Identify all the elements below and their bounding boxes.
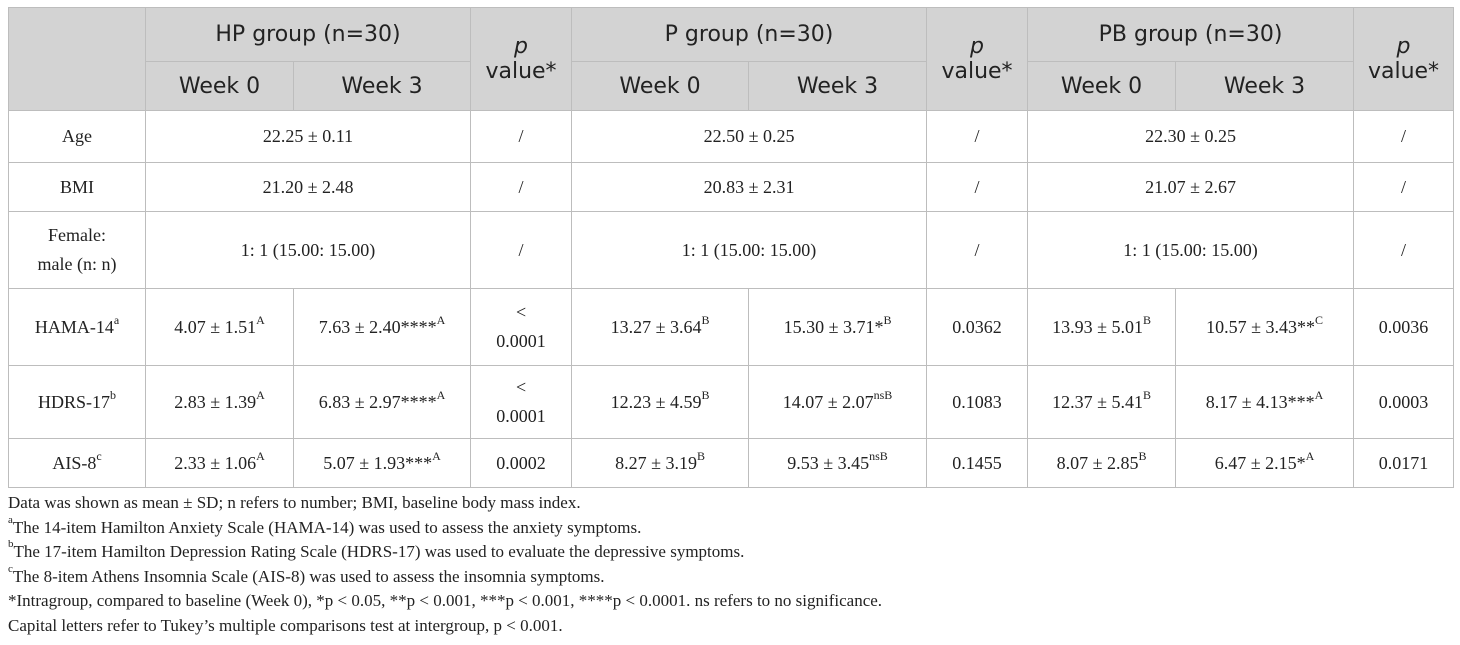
footnote-marker: b bbox=[8, 538, 14, 551]
p-pvalue: 0.0362 bbox=[927, 289, 1028, 366]
footnote-marker: c bbox=[8, 562, 13, 575]
row-label-sup: a bbox=[113, 312, 120, 327]
pvalue-label: value* bbox=[941, 59, 1013, 84]
footnote-data: Data was shown as mean ± SD; n refers to number; BMI, baseline body mass index. bbox=[8, 493, 581, 512]
row-label bbox=[9, 289, 146, 366]
header-pvalue-pb bbox=[1354, 8, 1454, 111]
row-label-text: HAMA-14 bbox=[34, 316, 114, 337]
cell-value: 10.57 ± 3.43** bbox=[1206, 316, 1315, 337]
hp-week0-value bbox=[146, 439, 294, 488]
p-pvalue: / bbox=[927, 212, 1028, 289]
cell-sup: C bbox=[1314, 312, 1323, 327]
hp-week3-value bbox=[294, 366, 471, 439]
cell-value: 12.37 ± 5.41 bbox=[1052, 391, 1143, 412]
row-label bbox=[9, 366, 146, 439]
header-p-group: P group (n=30) bbox=[572, 8, 927, 62]
header-hp-week0: Week 0 bbox=[146, 62, 294, 111]
pb-pvalue: 0.0003 bbox=[1354, 366, 1454, 439]
table-row-age bbox=[9, 111, 1454, 163]
p-pvalue: 0.1455 bbox=[927, 439, 1028, 488]
cell-value: 13.27 ± 3.64 bbox=[610, 316, 702, 337]
hp-week0-value bbox=[146, 289, 294, 366]
p-week3-value bbox=[749, 289, 927, 366]
cell-sup: A bbox=[1314, 387, 1324, 402]
header-p-week0: Week 0 bbox=[572, 62, 749, 111]
cell-value: 6.47 ± 2.15* bbox=[1214, 452, 1306, 473]
p-value: 1: 1 (15.00: 15.00) bbox=[572, 212, 927, 289]
cell-sup: nsB bbox=[873, 387, 893, 402]
cell-sup: A bbox=[1305, 448, 1315, 463]
pb-value: 22.30 ± 0.25 bbox=[1028, 111, 1354, 163]
table-footnotes bbox=[8, 491, 1448, 638]
row-label: BMI bbox=[9, 163, 146, 212]
pb-value: 21.07 ± 2.67 bbox=[1028, 163, 1354, 212]
footnote-marker: a bbox=[8, 513, 13, 526]
pb-pvalue: / bbox=[1354, 163, 1454, 212]
header-pb-week3: Week 3 bbox=[1176, 62, 1354, 111]
hp-week3-value bbox=[294, 439, 471, 488]
cell-sup: nsB bbox=[869, 448, 888, 463]
header-pvalue-p bbox=[927, 8, 1028, 111]
cell-sup: A bbox=[256, 387, 265, 402]
p-value: 20.83 ± 2.31 bbox=[572, 163, 927, 212]
cell-sup: A bbox=[436, 387, 446, 402]
cell-sup: A bbox=[256, 312, 265, 327]
cell-value: 4.07 ± 1.51 bbox=[174, 316, 257, 337]
cell-value: 8.07 ± 2.85 bbox=[1056, 452, 1139, 473]
table-row-hdrs bbox=[9, 366, 1454, 439]
pvalue-p: p bbox=[970, 33, 984, 59]
cell-value: 12.23 ± 4.59 bbox=[610, 391, 702, 412]
pvalue-line1: < bbox=[515, 302, 527, 323]
row-label bbox=[9, 212, 146, 289]
p-value: 22.50 ± 0.25 bbox=[572, 111, 927, 163]
cell-value: 2.33 ± 1.06 bbox=[174, 452, 257, 473]
pb-week3-value bbox=[1176, 289, 1354, 366]
cell-sup: B bbox=[1142, 387, 1151, 402]
p-week0-value bbox=[572, 439, 749, 488]
pb-week3-value bbox=[1176, 366, 1354, 439]
row-label-sup: c bbox=[96, 448, 102, 463]
p-week0-value bbox=[572, 289, 749, 366]
header-pb-week0: Week 0 bbox=[1028, 62, 1176, 111]
cell-value: 8.27 ± 3.19 bbox=[615, 452, 697, 473]
pb-week0-value bbox=[1028, 289, 1176, 366]
hp-week3-value bbox=[294, 289, 471, 366]
header-hp-group: HP group (n=30) bbox=[146, 8, 471, 62]
cell-value: 15.30 ± 3.71* bbox=[783, 316, 884, 337]
table-row-sex bbox=[9, 212, 1454, 289]
hp-pvalue: / bbox=[471, 163, 572, 212]
row-label-line2: male (n: n) bbox=[37, 254, 117, 274]
pvalue-line2: 0.0001 bbox=[496, 331, 546, 351]
pvalue-line1: < bbox=[515, 377, 527, 398]
footnote-significance: *Intragroup, compared to baseline (Week 0), *p < 0.05, **p < 0.001, ***p < 0.001, ****p < 0.0001. ns refers to no significance. bbox=[8, 591, 883, 610]
header-p-week3: Week 3 bbox=[749, 62, 927, 111]
table-row-hama bbox=[9, 289, 1454, 366]
cell-value: 13.93 ± 5.01 bbox=[1052, 316, 1143, 337]
footnote-text: The 8-item Athens Insomnia Scale (AIS-8) was used to assess the insomnia symptoms. bbox=[12, 566, 605, 586]
pb-pvalue: / bbox=[1354, 212, 1454, 289]
pb-week3-value bbox=[1176, 439, 1354, 488]
row-label bbox=[9, 439, 146, 488]
footnote-text: The 17-item Hamilton Depression Rating Scale (HDRS-17) was used to evaluate the depressive symptoms. bbox=[13, 542, 745, 561]
pvalue-label: value* bbox=[485, 59, 557, 84]
hp-pvalue: / bbox=[471, 212, 572, 289]
cell-sup: A bbox=[436, 312, 446, 327]
pb-pvalue: 0.0036 bbox=[1354, 289, 1454, 366]
cell-value: 2.83 ± 1.39 bbox=[174, 391, 257, 412]
cell-value: 9.53 ± 3.45 bbox=[787, 452, 870, 473]
row-label-text: HDRS-17 bbox=[37, 391, 110, 412]
p-week0-value bbox=[572, 366, 749, 439]
hp-week0-value bbox=[146, 366, 294, 439]
hp-value: 1: 1 (15.00: 15.00) bbox=[146, 212, 471, 289]
row-label-text: AIS-8 bbox=[52, 452, 97, 473]
row-label: Age bbox=[9, 111, 146, 163]
cell-sup: B bbox=[1138, 448, 1147, 463]
footnote-c bbox=[8, 562, 1448, 590]
table-body bbox=[9, 111, 1454, 488]
pb-pvalue: 0.0171 bbox=[1354, 439, 1454, 488]
pb-week0-value bbox=[1028, 439, 1176, 488]
cell-sup: A bbox=[256, 448, 265, 463]
cell-value: 8.17 ± 4.13*** bbox=[1205, 391, 1315, 412]
cell-sup: A bbox=[432, 448, 441, 463]
footnote-text: The 14-item Hamilton Anxiety Scale (HAMA-14) was used to assess the anxiety symptoms. bbox=[12, 517, 642, 537]
cell-sup: B bbox=[1142, 312, 1151, 327]
cell-value: 14.07 ± 2.07 bbox=[782, 391, 874, 412]
header-pb-group: PB group (n=30) bbox=[1028, 8, 1354, 62]
cell-value: 5.07 ± 1.93*** bbox=[323, 452, 433, 473]
pvalue-p: p bbox=[1396, 33, 1411, 59]
footnote-b bbox=[8, 540, 1448, 565]
cell-sup: B bbox=[696, 448, 705, 463]
pvalue-p: p bbox=[514, 33, 528, 59]
cell-sup: B bbox=[701, 312, 710, 327]
p-pvalue: 0.1083 bbox=[927, 366, 1028, 439]
pb-pvalue: / bbox=[1354, 111, 1454, 163]
p-week3-value bbox=[749, 439, 927, 488]
cell-value: 6.83 ± 2.97**** bbox=[318, 391, 437, 412]
header-hp-week3: Week 3 bbox=[294, 62, 471, 111]
p-week3-value bbox=[749, 366, 927, 439]
header-pvalue-hp bbox=[471, 8, 572, 111]
results-table bbox=[8, 7, 1454, 488]
hp-value: 22.25 ± 0.11 bbox=[146, 111, 471, 163]
hp-pvalue: 0.0002 bbox=[471, 439, 572, 488]
footnote-a bbox=[8, 513, 1448, 541]
p-pvalue: / bbox=[927, 111, 1028, 163]
row-label-sup: b bbox=[110, 387, 116, 402]
pvalue-line2: 0.0001 bbox=[496, 406, 546, 426]
row-label-line1: Female: bbox=[48, 225, 106, 246]
pvalue-label: value* bbox=[1367, 59, 1440, 84]
cell-sup: B bbox=[701, 387, 710, 402]
pb-value: 1: 1 (15.00: 15.00) bbox=[1028, 212, 1354, 289]
hp-pvalue: / bbox=[471, 111, 572, 163]
cell-sup: B bbox=[883, 312, 892, 327]
hp-value: 21.20 ± 2.48 bbox=[146, 163, 471, 212]
pb-week0-value bbox=[1028, 366, 1176, 439]
table-header bbox=[9, 8, 1454, 111]
table-row-bmi bbox=[9, 163, 1454, 212]
header-blank bbox=[9, 8, 146, 111]
cell-value: 7.63 ± 2.40**** bbox=[318, 316, 437, 337]
hp-pvalue bbox=[471, 366, 572, 439]
p-pvalue: / bbox=[927, 163, 1028, 212]
table-row-ais bbox=[9, 439, 1454, 488]
footnote-tukey: Capital letters refer to Tukey’s multiple comparisons test at intergroup, p < 0.001. bbox=[8, 615, 563, 635]
hp-pvalue bbox=[471, 289, 572, 366]
